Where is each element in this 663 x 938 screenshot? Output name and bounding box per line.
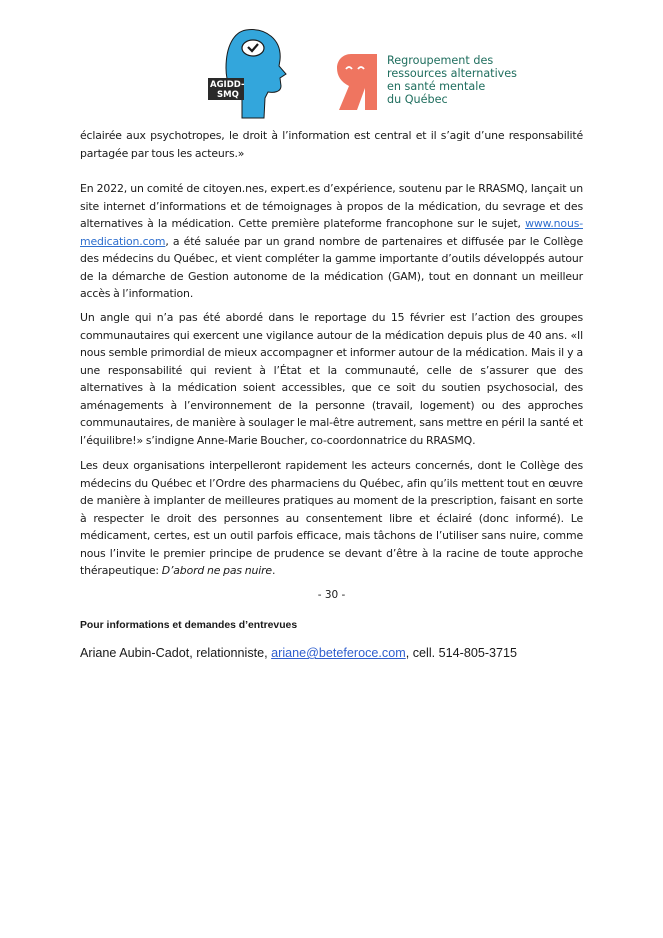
contact-email-link[interactable]: ariane@beteferoce.com	[271, 646, 406, 660]
agidd-label-1: AGIDD-	[210, 80, 245, 90]
contact-name: Ariane Aubin-Cadot, relationniste,	[80, 646, 272, 660]
paragraph-text: En 2022, un comité de citoyen.nes, expert.es d’expérience, soutenu par le RRASMQ, lançait un site internet d’informations et de témoignages à propos de la médication, du sevrage et des alternatives à la médication. Cette première plateforme francophone sur le sujet,	[80, 182, 583, 230]
paragraph-text: , a été saluée par un grand nombre de partenaires et diffusée par le Collège des médecins du Québec, et vient compléter la gamme importante d’outils développés autour de la démarche de Gestion autonome de la médication (GAM), tout en donnant un meilleur accès à l’information.	[80, 234, 583, 300]
rrasmq-text-line: Regroupement des	[387, 54, 494, 67]
contact-line	[80, 646, 517, 660]
rrasmq-text-line: du Québec	[387, 93, 448, 106]
paragraph-1	[80, 127, 583, 162]
rrasmq-text-line: en santé mentale	[387, 80, 486, 93]
paragraph-text: .	[271, 564, 276, 577]
paragraph-text: Un angle qui n’a pas été abordé dans le reportage du 15 février est l’action des groupes communautaires qui exercent une vigilance autour de la médication depuis plus de 40 ans. «Il nous semble primordial de mieux accompagner et informer autour de la médication. Mais il y a une responsabilité qui revient à l’État et la communauté, celle de s’assurer que des alternatives à la médication soient accessibles, que ce soit du soutien psychosocial, des aménagements à l’environnement de la personne (travail, logement) ou des approches communautaires, de manière à soulager le mal-être autrement, sans mettre en péril la santé et l’équilibre!» s’indigne Anne-Marie Boucher, co-coordonnatrice du RRASMQ.	[80, 311, 583, 447]
paragraph-4	[80, 457, 583, 580]
nous-medication-link[interactable]: www.nous-medication.com	[80, 217, 583, 248]
paragraph-text: éclairée aux psychotropes, le droit à l’information est central et il s’agit d’une responsabilité partagée par tous les acteurs.»	[80, 129, 583, 160]
paragraph-2	[80, 180, 583, 303]
rrasmq-logo-mark	[335, 52, 385, 112]
contact-title: Pour informations et demandes d’entrevues	[80, 620, 298, 631]
agidd-label-2: SMQ	[217, 90, 239, 100]
rrasmq-text-line: ressources alternatives	[387, 67, 518, 80]
paragraph-text: Les deux organisations interpelleront rapidement les acteurs concernés, dont le Collège des médecins du Québec et l’Ordre des pharmaciens du Québec, afin qu’ils mettent tout en œuvre de manière à implanter de meilleures pratiques au moment de la prescription, faisant en sorte à respecter le droit des personnes au consentement libre et éclairé (donc informé). Le médicament, certes, est un outil parfois efficace, mais tâchons de l’utiliser sans nuire, comme nous l’invite le premier principe de prudence se devant d’être à la racine de toute approche thérapeutique:	[80, 459, 583, 577]
header-logos	[0, 0, 663, 120]
rrasmq-logo-text	[387, 54, 517, 106]
agidd-smq-logo	[208, 28, 288, 120]
paragraph-italic: D’abord ne pas nuire	[161, 564, 272, 577]
page-number: - 30 -	[317, 589, 346, 601]
paragraph-3	[80, 309, 583, 449]
contact-phone: , cell. 514-805-3715	[405, 646, 518, 660]
